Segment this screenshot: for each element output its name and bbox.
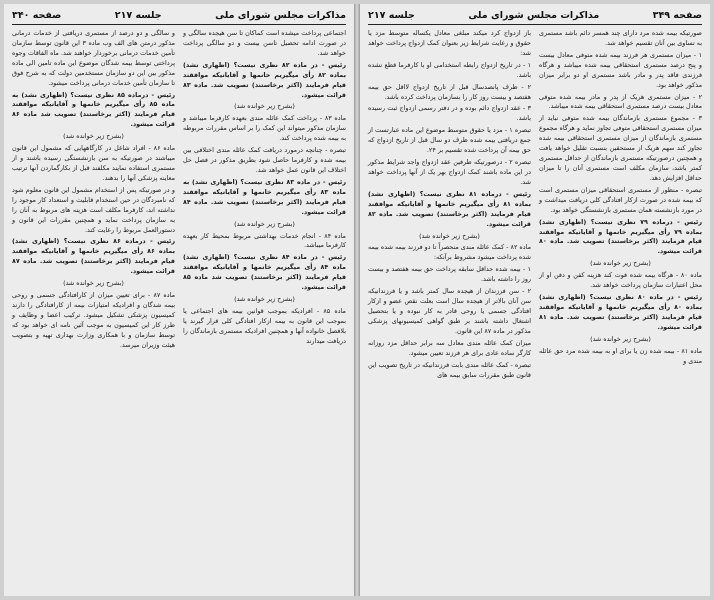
- paragraph: (بشرح زیر خوانده شد): [590, 334, 651, 343]
- article-paragraph: ماده ۸۵ - افرادیکه بموجب قوانین بیمه های اجتماعی یا بموجب این قانون به بیمه ازکار افتادگی کلی قرار گیرند یا بلافصل خانواده آنها و همچنین افرادیکه مستمری بازماندگان را دریافت میدارند: [183, 306, 346, 345]
- paragraph: رئیس - درماده ۸۶ نظری نیست؟ (اظهاری نشد) بماده ۸۶ رأی میگیریم خانمها و آقایانیکه موافقند قیام فرمایند (اکثر برخاستند) تصویب شد. ماده ۸۷ قرائت میشود.: [12, 237, 176, 276]
- paragraph: ۲ - سن فرزندان از هیجده سال کمتر باشد و یا فرزندانیکه سن آنان بالاتر از هیجده سال است بعلت نقص عضو و ازکار افتادگی جسمی یا روحی قادر به کار نبوده و یا بتحصیل اشتغال داشته باشند بر طبق گواهی کمیسیونهای پزشکی مذکور در ماده ۸۷ این قانون.: [368, 287, 531, 335]
- article-paragraph: ماده ۸۱ - بیمه شده زن یا برای او به بیمه شده مرد حق عائله مندی و: [539, 346, 702, 365]
- paragraph: (بشرح زیر خوانده شد): [234, 295, 295, 304]
- left-page-left-column: [12, 29, 175, 353]
- left-page-session: جلسه ۲۱۷: [114, 10, 162, 21]
- right-page-header: [368, 10, 702, 25]
- paragraph: تبصره - چنانچه درمورد دریافت کمک عائله مندی اختلافی بین بیمه شده و کارفرما حاصل شود بطریق مذکور در فصل حل اختلاف این قانون عمل خواهد شد.: [183, 146, 346, 174]
- paragraph: تبصره - کمک عائله مندی بابت فرزندانیکه در تاریخ تصویب این قانون طبق مقررات سابق بیمه های: [368, 360, 531, 379]
- paragraph: صورتیکه بیمه شده مرد دارای چند همسر دائم باشد مستمری به تساوی بین آنان تقسیم خواهد شد.: [539, 29, 702, 47]
- paragraph: میزان کمک عائله مندی معادل سه برابر حداقل مزد روزانه کارگر ساده عادی برای هر فرزند تعیین میشود.: [368, 338, 531, 357]
- paragraph: ۱ - در تاریخ ازدواج رابطه استخدامی او با کارفرما قطع نشده باشد.: [368, 60, 531, 79]
- left-page-number: صفحه ۳۴۰: [12, 10, 62, 21]
- paragraph: ۱ - بیمه شده حداقل سابقه پرداخت حق بیمه هفتصد و بیست روز را داشته باشد.: [368, 265, 531, 284]
- paragraph: و در صورتیکه پس از استخدام مشمول این قانون معلوم شود که نامبردگان در حین استخدام قابلیت و استعداد کار موجود را نداشته اند، کارفرما مکلف است هزینه های مربوط به آنان را به سازمان پرداخت نماید و همچنین مقررات این قانون و دستورالعمل مربوط را رعایت کند.: [12, 185, 175, 234]
- paragraph: اجتماعی پرداخت میشده است کماکان تا سن هیجده سالگی و در صورت ادامه تحصیل تاسن بیست و دو سالگی پرداخت خواهد شد.: [183, 29, 346, 57]
- paragraph: ۲ - میزان مستمری هریک از پدر و مادر بیمه شده متوفی معادل بیست درصد مستمری استحقاقی بیمه شده میباشد.: [539, 92, 702, 111]
- paragraph: (بشرح زیر خوانده شد): [234, 102, 295, 111]
- article-paragraph: ماده ۸۶ - افراد شاغل در کارگاههایی که مشمول این قانون میباشند در صورتیکه به سن بازنشستگی رسیده باشند و از مستمری استفاده نمایند مکلفند قبل از بکارگماردن آنها ترتیب معاینه پزشکی آنها را بدهند.: [12, 144, 175, 182]
- right-page-title: مذاکرات مجلس شورای ملی: [468, 10, 600, 21]
- paragraph: باز ازدواج کرد میکند مبلغی معادل یکساله متوسط مزد یا حقوق و رعایت شرایط زیر بعنوان کمک ازدواج پرداخت خواهد شد:: [368, 29, 531, 57]
- left-page-header: [12, 10, 346, 25]
- right-page: [360, 4, 710, 596]
- paragraph: رئیس - در ماده ۸۳ نظری نیست؟ (اظهاری نشد) به ماده ۸۳ رأی میگیریم خانمها و آقایانیکه موافقند قیام فرمایند (اکثر برخاستند) تصویب شد. ماده ۸۴ قرائت میشود.: [183, 177, 347, 216]
- paragraph: رئیس - در ماده ۸۲ نظری نیست؟ (اظهاری نشد) بماده ۸۲ رأی میگیریم خانمها و آقایانیکه موافقند قیام فرمایند (اکثر برخاستند) تصویب شد. ماده ۸۳ قرائت میشود.: [183, 60, 346, 99]
- left-page-columns: [12, 29, 346, 353]
- paragraph: (بشرح زیر خوانده شد): [63, 279, 124, 288]
- right-page-session: جلسه ۲۱۷: [368, 10, 415, 21]
- paragraph: (بشرح زیر خوانده شد): [63, 132, 124, 141]
- right-page-columns: [368, 29, 702, 382]
- paragraph: و سالگی و دو درصد از مستمری دریافتی از خدمات درمانی مذکور درمتن های الف وب ماده ۳ این قانون توسط سازمان تأمین خدمات درمانی برخوردار خواهند شد. ماه الفاقات وجوه پرداختی توسط بیمه شدگان موضوع این ماده تامین الی ماده مذکور بین این دو سازمان مستخدمین دولت که به شرح فوق تا سازمان تأمین خدمات درمانی پرداخت میشود.: [12, 29, 175, 87]
- paragraph: رئیس - درماده ۷۹ نظری نیست؟ (اظهاری نشد) بماده ۷۹ رأی میگیریم خانمها و آقایانیکه موافقند قیام فرمایند (اکثر برخاستند) تصویب شد. ماده ۸۰ قرائت میشود.: [539, 217, 703, 256]
- paragraph: (بشرح زیر خوانده شد): [234, 219, 295, 228]
- paragraph: تبصره - منظور از مستمری استحقاقی میزان مستمری است که بیمه شده در صورت ازکار افتادگی کلی دریافت میداشت و در مورد بازنشسته همان مستمری بازنشستگی خواهد بود.: [539, 185, 702, 214]
- article-paragraph: ماده ۸۳ - پرداخت کمک عائله مندی بعهده کارفرما میباشد و سازمان مذکور میتواند این کمک را بر اساس مقررات مربوطه به بیمه شده پرداخت کند.: [183, 114, 346, 143]
- paragraph: ۳ - عقد ازدواج دائم بوده و در دفتر رسمی ازدواج ثبت رسیده باشد.: [368, 104, 531, 123]
- paragraph: رئیس - درماده ۸۱ نظری نیست؟ (اظهاری نشد) بماده ۸۱ رأی میگیریم خانمها و آقایانیکه موافقند قیام فرمایند (اکثر برخاستند) تصویب شد. ماده ۸۲ قرائت میشود.: [368, 189, 532, 228]
- left-page: [4, 4, 354, 596]
- right-page-right-column: [539, 29, 702, 382]
- left-page-title: مذاکرات مجلس شورای ملی: [215, 10, 346, 21]
- left-page-right-column: [183, 29, 346, 353]
- article-paragraph: ماده ۸۲ - کمک عائله مندی منحصراً تا دو فرزند بیمه شده بیمه شده پرداخت میشود مشروط برآنکه:: [368, 243, 531, 262]
- paragraph: تبصره ۲ - درصورتیکه طرفین عقد ازدواج واجد شرایط مذکور در این ماده باشند کمک ازدواج بهر یک از آنها پرداخت خواهد شد.: [368, 158, 532, 186]
- paragraph: (بشرح زیر خوانده شد): [419, 231, 480, 240]
- paragraph: ۲ - ظرف پانصدسال قبل از تاریخ ازدواج لااقل حق بیمه هفتصد و بیست روز کار را بسازمان پرداخت کرده باشد.: [368, 82, 531, 101]
- paragraph: تبصره ۱ - مزد یا حقوق متوسط موضوع این ماده عبارتست از جمع دریافتی بیمه شده ظرف دو سال قبل از تاریخ ازدواج که حق بیمه آن پرداخت شده تقسیم بر ۲۴.: [368, 126, 531, 155]
- paragraph: رئیس - درماده ۸۵ نظری نیست؟ (اظهاری نشد) به ماده ۸۵ رأی میگیریم خانمها و آقایانیکه موافقند قیام فرمایند (اکثر برخاستند) تصویب شد ماده ۸۶ قرائت میشود.: [12, 90, 176, 129]
- right-page-left-column: [368, 29, 531, 382]
- paragraph: رئیس - در ماده ۸۴ نظری نیست؟ (اظهاری نشد) ماده ۸۴ رأی میگیریم خانمها و آقایانیکه موافقند قیام فرمایند (اکثر برخاستند) تصویب شد ماده ۸۵ قرائت میشود.: [183, 253, 347, 292]
- paragraph: ۳ - مجموع مستمری بازماندگان بیمه شده متوفی نباید از میزان مستمری استحقاقی متوفی تجاوز نماید و هرگاه مجموع مستمری بازماندگان از میزان مستمری استحقاقی بیمه شده تجاوز کند سهم هریک از مستحقین بنسبت تقلیل خواهد یافت و همچنین درصورتیکه مستمری بازماندگان از حداقل مستمری کمتر باشد، سازمان مکلف است مستمری آنان را تا میزان حداقل افزایش دهد.: [539, 114, 702, 182]
- article-paragraph: ماده ۸۰ - هرگاه بیمه شده فوت کند هزینه کفن و دفن او از محل اعتبارات سازمان پرداخت خواهد شد.: [539, 271, 702, 290]
- article-paragraph: ماده ۸۴ - انجام خدمات بهداشتی مربوط بمحیط کار بعهده کارفرما میباشد.: [183, 231, 346, 250]
- paragraph: رئیس - در ماده ۸۰ نظری نیست؟ (اظهاری نشد) بماده ۸۰ رأی میگیریم خانمها و آقایانیکه موافقند قیام فرمایند (اکثر برخاستند) تصویب شد. ماده ۸۱ قرائت میشود.: [539, 293, 702, 331]
- paragraph: (بشرح زیر خوانده شد): [590, 259, 651, 268]
- paragraph: ۱ - میزان مستمری هر فرزند بیمه شده متوفی معادل بیست و پنج درصد مستمری استحقاقی بیمه شده میباشد و هرگاه فرزندی فاقد پدر و مادر باشد مستمری او دو برابر میزان مذکور خواهد بود.: [539, 50, 702, 89]
- article-paragraph: ماده ۸۷ - برای تعیین میزان از کارافتادگی جسمی و روحی بیمه شدگان و افرادیکه امتیازات بیمه از کارافتادگی را دارند کمیسیون پزشکی تشکیل میشود. ترکیب اعضا و وظایف و طرز کار این کمیسیون به موجب آئین نامه ای خواهد بود که توسط سازمان و با همکاری وزارت بهداری تهیه و بتصویب هیئت وزیران میرسد.: [12, 291, 175, 349]
- right-page-number: صفحه ۳۴۹: [652, 10, 702, 21]
